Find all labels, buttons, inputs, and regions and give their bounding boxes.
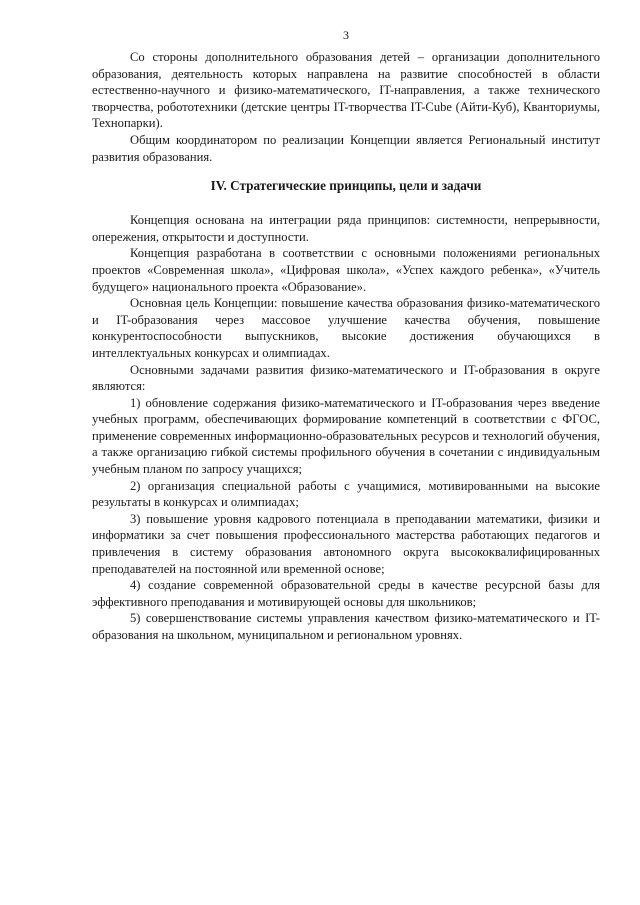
principles-paragraph: Концепция основана на интеграции ряда принципов: системности, непрерывности, опережения, открытости и доступности. xyxy=(92,213,600,244)
intro-paragraph-2: Общим координатором по реализации Концепции является Региональный институт развития образования. xyxy=(92,132,600,164)
task-item-1: 1) обновление содержания физико-математического и IT-образования через введение учебных программ, обеспечивающих формирование компетенций в соответствии с ФГОС, применение современных информационно-образовательных ресурсов и технологий обучения, а также организацию гибкой системы профильного обучения в сочетании с индивидуальным учебным планом по запросу учащихся; xyxy=(92,395,600,477)
section-heading: IV. Стратегические принципы, цели и задачи xyxy=(210,178,482,194)
intro-paragraph-1: Со стороны дополнительного образования детей – организации дополнительного образования, деятельность которых направлена на развитие способностей в области естественно-научного и физико-математического, IT-направления, а также технического творчества, робототехники (детские центры IT-творчества IT-Cube (Айти-Куб), Кванториумы, Технопарки). xyxy=(92,50,600,131)
projects-paragraph: Концепция разработана в соответствии с основными положениями региональных проектов «Современная школа», «Цифровая школа», «Успех каждого ребенка», «Учитель будущего» национального проекта «Образование». xyxy=(92,246,600,294)
document-page xyxy=(92,28,600,644)
task-item-4: 4) создание современной образовательной среды в качестве ресурсной базы для эффективного преподавания и мотивирующей основы для школьников; xyxy=(92,578,600,609)
goal-paragraph: Основная цель Концепции: повышение качества образования физико-математического и IT-образования через массовое улучшение качества обучения, повышение конкурентоспособности выпускников, высокие достижения обучающихся в интеллектуальных конкурсах и олимпиадах. xyxy=(92,296,600,360)
task-item-3: 3) повышение уровня кадрового потенциала в преподавании математики, физики и информатики за счет повышения профессионального мастерства работающих педагогов и привлечения в систему образования автономного округа высококвалифицированных преподавателей на постоянной или временной основе; xyxy=(92,511,600,576)
task-item-5: 5) совершенствование системы управления качеством физико-математического и IT-образования на школьном, муниципальном и региональном уровнях. xyxy=(92,611,600,642)
task-item-2: 2) организация специальной работы с учащимися, мотивированными на высокие результаты в конкурсах и олимпиадах; xyxy=(92,478,600,510)
tasks-intro-paragraph: Основными задачами развития физико-математического и IT-образования в округе являются: xyxy=(92,362,600,394)
page-number: 3 xyxy=(343,28,349,42)
